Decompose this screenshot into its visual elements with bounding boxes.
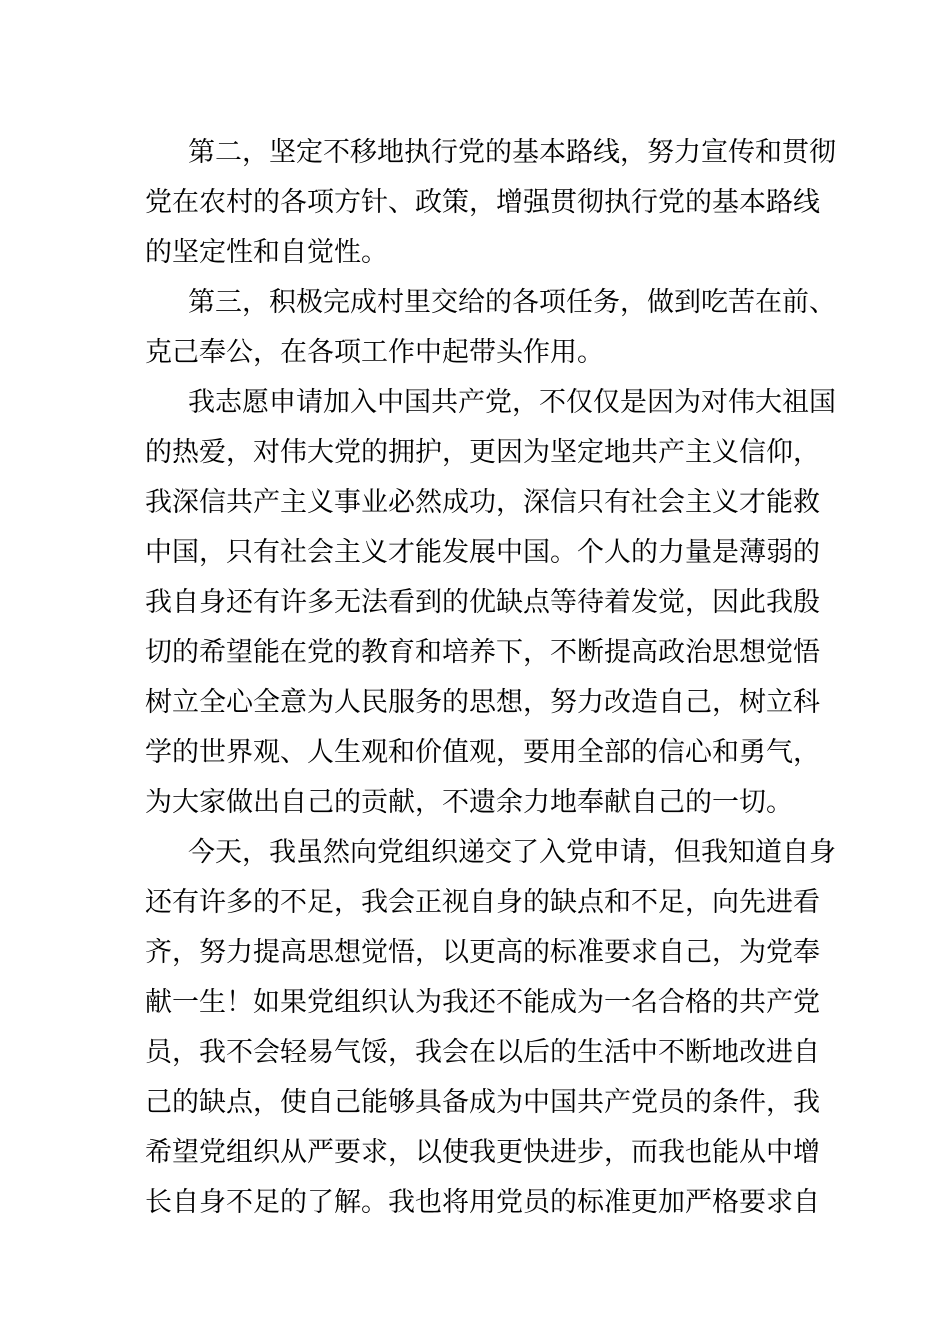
text-line: 树立全心全意为人民服务的思想，努力改造自己，树立科 [145,687,820,718]
text-line: 的热爱，对伟大党的拥护，更因为坚定地共产主义信仰， [145,437,820,468]
text-line: 学的世界观、人生观和价值观，要用全部的信心和勇气， [145,737,820,768]
text-line: 己的缺点，使自己能够具备成为中国共产党员的条件，我 [145,1087,820,1118]
text-line: 今天，我虽然向党组织递交了入党申请，但我知道自身 [188,837,836,868]
text-line: 还有许多的不足，我会正视自身的缺点和不足，向先进看 [145,887,820,918]
text-line: 我自身还有许多无法看到的优缺点等待着发觉，因此我殷 [145,587,820,618]
text-line: 希望党组织从严要求，以使我更快进步，而我也能从中增 [145,1137,820,1168]
text-line: 我志愿申请加入中国共产党，不仅仅是因为对伟大祖国 [188,387,836,418]
text-line: 为大家做出自己的贡献，不遗余力地奉献自己的一切。 [145,787,793,818]
text-line: 的坚定性和自觉性。 [145,237,388,268]
text-line: 我深信共产主义事业必然成功，深信只有社会主义才能救 [145,487,820,518]
text-line: 党在农村的各项方针、政策，增强贯彻执行党的基本路线 [145,187,820,218]
paragraph-commitment [145,828,836,1228]
text-line: 切的希望能在党的教育和培养下，不断提高政治思想觉悟 [145,637,820,668]
text-line: 献一生！如果党组织认为我还不能成为一名合格的共产党 [145,987,820,1018]
text-line: 长自身不足的了解。我也将用党员的标准更加严格要求自 [145,1187,820,1218]
paragraph-motivation [145,378,836,828]
text-line: 齐，努力提高思想觉悟，以更高的标准要求自己，为党奉 [145,937,820,968]
text-line: 员，我不会轻易气馁，我会在以后的生活中不断地改进自 [145,1037,820,1068]
document-body [145,128,836,1228]
text-line: 第二，坚定不移地执行党的基本路线，努力宣传和贯彻 [188,137,836,168]
text-line: 中国，只有社会主义才能发展中国。个人的力量是薄弱的 [145,537,820,568]
text-line: 克己奉公，在各项工作中起带头作用。 [145,337,604,368]
paragraph-basic-line [145,128,836,278]
text-line: 第三，积极完成村里交给的各项任务，做到吃苦在前、 [188,287,836,318]
paragraph-village-tasks [145,278,836,378]
